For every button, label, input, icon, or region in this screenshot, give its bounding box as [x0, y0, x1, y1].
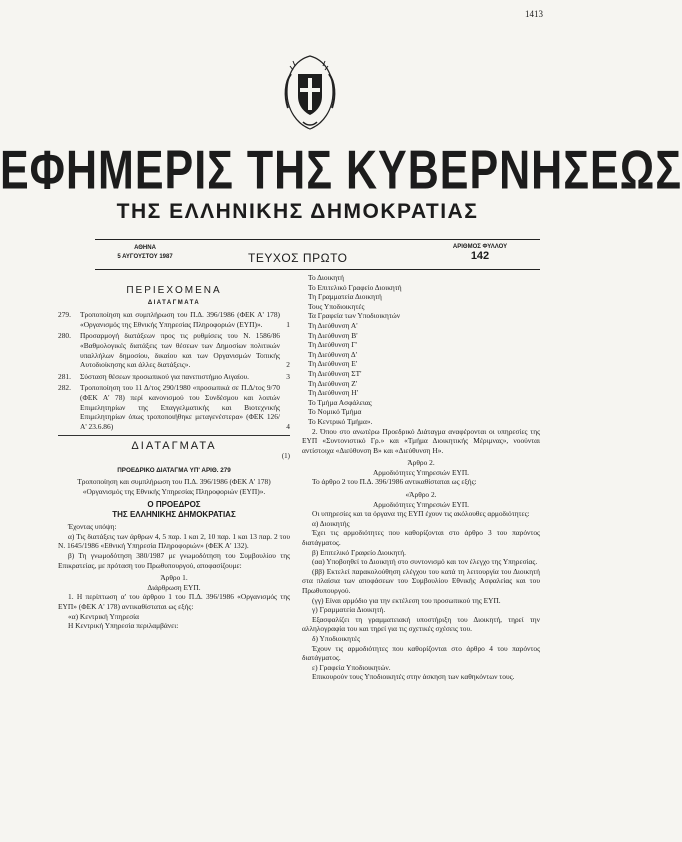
service-list [302, 273, 540, 427]
list-item: Τη Γραμματεία Διοικητή [308, 292, 382, 302]
toc-item-text: Προσαρμογή διατάξεων προς τις ρυθμίσεις του Ν. 1586/86 «Βαθμολογικές διατάξεις των θέσεων των Δημοσίων πολιτικών υπαλλήλων δημοσίου, δικαίου και των Οργανισμών Τοπικής Αυτοδιοίκησης και άλλες διατάξεις». [80, 331, 280, 370]
decree-title: ΠΡΟΕΔΡΙΚΟ ΔΙΑΤΑΓΜΑ ΥΠ' ΑΡΙΘ. 279 [117, 466, 231, 474]
toc-item-page: 1 [286, 319, 290, 329]
sheet-number-label: ΑΡΙΘΜΟΣ ΦΥΛΛΟΥ [452, 244, 508, 250]
list-item: Τη Διεύθυνση Β' [308, 330, 358, 340]
president-line-1: Ο ΠΡΟΕΔΡΟΣ [147, 500, 201, 510]
list-item: Το Κεντρικό Τμήμα». [308, 416, 373, 426]
issue-place: ΑΘΗΝΑ [134, 245, 156, 251]
sheet-number-box [430, 244, 530, 262]
list-item: Τη Διεύθυνση Α' [308, 320, 358, 330]
list-item: Τη Διεύθυνση Δ' [308, 349, 357, 359]
paragraph: Εξασφαλίζει τη γραμματειακή υποστήριξη του Διοικητή, τηρεί την αλληλογραφία του και τηρεί για τις σχετικές σχέσεις του. [302, 614, 540, 634]
page-number: 1413 [525, 9, 543, 19]
paragraph: Οι υπηρεσίες και τα όργανα της ΕΥΠ έχουν τις ακόλουθες αρμοδιότητες: [312, 509, 530, 519]
toc-item [58, 372, 290, 382]
list-line: «α) Κεντρική Υπηρεσία [68, 611, 140, 621]
toc-item-page: 3 [286, 371, 290, 381]
toc-item-number: 281. [58, 371, 71, 381]
sheet-number: 142 [470, 250, 490, 262]
header-rule-bottom [95, 269, 540, 270]
contents-subtitle: ΔΙΑΤΑΓΜΑΤΑ [147, 299, 201, 306]
paragraph: (αα) Υποβοηθεί το Διοικητή στο συντονισμό και τον έλεγχο της Υπηρεσίας. [312, 557, 538, 567]
toc-item [58, 383, 290, 431]
list-item: Τα Γραφεία των Υποδιοικητών [308, 311, 401, 321]
subsection-heading: α) Διοικητής [312, 518, 350, 528]
list-item: Το Διοικητή [308, 273, 344, 282]
toc-item-page: 4 [286, 421, 290, 431]
having-regard: Έχοντας υπόψη: [68, 522, 117, 532]
header-rule-top [95, 239, 540, 240]
toc-item-number: 282. [58, 383, 71, 393]
article-title: Διάρθρωση ΕΥΠ. [147, 582, 201, 592]
article-title: Αρμοδιότητες Υπηρεσιών ΕΥΠ. [372, 499, 470, 509]
paragraph: Έχει τις αρμοδιότητες που καθορίζονται στο άρθρο 3 του παρόντος διατάγματος. [302, 528, 540, 548]
paragraph: (ββ) Εκτελεί παρακολούθηση ελέγχου του κατά τη λειτουργία του Διοικητή στα πλαίσια των αποφάσεων του Συμβουλίου Εθνικής Ασφαλείας και του Πρωθυπουργού. [302, 566, 540, 595]
paragraph: Επικουρούν τους Υποδιοικητές στην άσκηση των καθηκόντων τους. [312, 672, 515, 682]
coat-of-arms-emblem [281, 52, 339, 132]
president-line-2: ΤΗΣ ΕΛΛΗΝΙΚΗΣ ΔΗΜΟΚΡΑΤΙΑΣ [112, 510, 236, 520]
toc-item-number: 279. [58, 310, 71, 320]
list-item: Τη Διεύθυνση Γ' [308, 340, 357, 350]
subsection-heading: ε) Γραφεία Υποδιοικητών. [312, 662, 391, 672]
toc-item [58, 310, 290, 329]
toc-item-page: 2 [286, 360, 290, 370]
paragraph: α) Τις διατάξεις των άρθρων 4, 5 παρ. 1 και 2, 10 παρ. 1 και 13 παρ. 2 του Ν. 1645/1986 «Εθνική Υπηρεσία Πληροφοριών» (ΦΕΚ Α' 132). [58, 531, 290, 551]
list-item: Το Τμήμα Ασφάλειας [308, 397, 372, 407]
newspaper-subtitle: ΤΗΣ ΕΛΛΗΝΙΚΗΣ ΔΗΜΟΚΡΑΤΙΑΣ [116, 200, 479, 223]
article-heading: Άρθρο 1. [160, 573, 188, 583]
decrees-section-title: ΔΙΑΤΑΓΜΑΤΑ [131, 440, 217, 453]
subsection-heading: δ) Υποδιοικητές [312, 633, 361, 643]
toc-item [58, 331, 290, 369]
decree-subject: Τροποποίηση και συμπλήρωση του Π.Δ. 396/1986 (ΦΕΚ Α' 178) «Οργανισμός της Εθνικής Υπηρεσίας Πληροφοριών (ΕΥΠ)». [77, 477, 271, 496]
article-heading: «Άρθρο 2. [405, 490, 437, 500]
issue-date: 5 ΑΥΓΟΥΣΤΟΥ 1987 [117, 254, 173, 260]
newspaper-title: ΕΦΗΜΕΡΙΣ ΤΗΣ ΚΥΒΕΡΝΗΣΕΩΣ [0, 140, 682, 202]
list-item: Τη Διεύθυνση Η' [308, 388, 358, 398]
paragraph: β) Τη γνωμοδότηση 380/1987 με γνωμοδότηση του Συμβουλίου της Επικρατείας, με πρόταση του Πρωθυπουργού, αποφασίζουμε: [58, 551, 290, 570]
paragraph: Το άρθρο 2 του Π.Δ. 396/1986 αντικαθίσταται ως εξής: [312, 477, 477, 487]
issue-volume: ΤΕΥΧΟΣ ΠΡΩΤΟ [248, 251, 348, 265]
paragraph: Έχουν τις αρμοδιότητες που καθορίζονται στο άρθρο 4 του παρόντος διατάγματος. [302, 643, 540, 663]
toc-item-text: Σύσταση θέσεων προσωπικού για πανεπιστήμιο Αιγαίου. [80, 371, 250, 381]
paragraph: 1. Η περίπτωση α' του άρθρου 1 του Π.Δ. 396/1986 «Οργανισμός της ΕΥΠ» (ΦΕΚ Α' 178) αντικαθίσταται ως εξής: [58, 592, 290, 612]
list-item: Τους Υποδιοικητές [308, 301, 365, 311]
list-item: Τη Διεύθυνση Ζ' [308, 378, 358, 388]
decree-sequence-number: (1) [281, 451, 290, 460]
article-heading: Άρθρο 2. [407, 458, 435, 468]
subsection-heading: γ) Γραμματεία Διοικητή. [312, 605, 386, 615]
article-title: Αρμοδιότητες Υπηρεσιών ΕΥΠ. [372, 467, 470, 477]
list-line: Η Κεντρική Υπηρεσία περιλαμβάνει: [68, 621, 179, 631]
list-item: Τη Διεύθυνση Ε' [308, 359, 358, 369]
left-column [58, 286, 290, 631]
right-column [302, 273, 540, 682]
president-heading [58, 500, 290, 520]
subsection-heading: β) Επιτελικό Γραφείο Διοικητή. [312, 547, 406, 557]
contents-title: ΠΕΡΙΕΧΟΜΕΝΑ [126, 285, 222, 296]
toc-item-number: 280. [58, 331, 71, 341]
paragraph: (γγ) Είναι αρμόδιο για την εκτέλεση του προσωπικού της ΕΥΠ. [312, 595, 501, 605]
list-item: Τη Διεύθυνση ΣΤ' [308, 368, 362, 378]
paragraph: 2. Όπου στο ανωτέρω Προεδρικό Διάταγμα αναφέρονται οι υπηρεσίες της ΕΥΠ «Συντονιστικό Γρ.» και «Τμήμα Διοικητικής Μέριμνας», νοούνται αντίστοιχα «Διεύθυνση Β» και «Διεύθυνση Η». [302, 426, 540, 455]
list-item: Το Νομικό Τμήμα [308, 407, 362, 417]
list-item: Το Επιτελικό Γραφείο Διοικητή [308, 282, 402, 292]
issue-place-date [100, 244, 190, 262]
toc-item-text: Τροποποίηση του 11 Δ/τος 290/1980 «προσωπικά σε Π.Δ/τος 9/70 (ΦΕΚ Α' 78) περί κανονισμού του Συνδέσμου και λοιπών Επιμελητηρίων της Επαγγελματικής και Βιοτεχνικής Επιμελητηρίων όπως τροποποιήθηκε μεταγενέστερα» (ΦΕΚ 126/Α' 23.6.86) [80, 383, 280, 431]
toc-item-text: Τροποποίηση και συμπλήρωση του Π.Δ. 396/1986 (ΦΕΚ Α' 178) «Οργανισμός της Εθνικής Υπηρεσίας Πληροφοριών (ΕΥΠ)». [80, 310, 280, 329]
section-divider [58, 435, 290, 436]
